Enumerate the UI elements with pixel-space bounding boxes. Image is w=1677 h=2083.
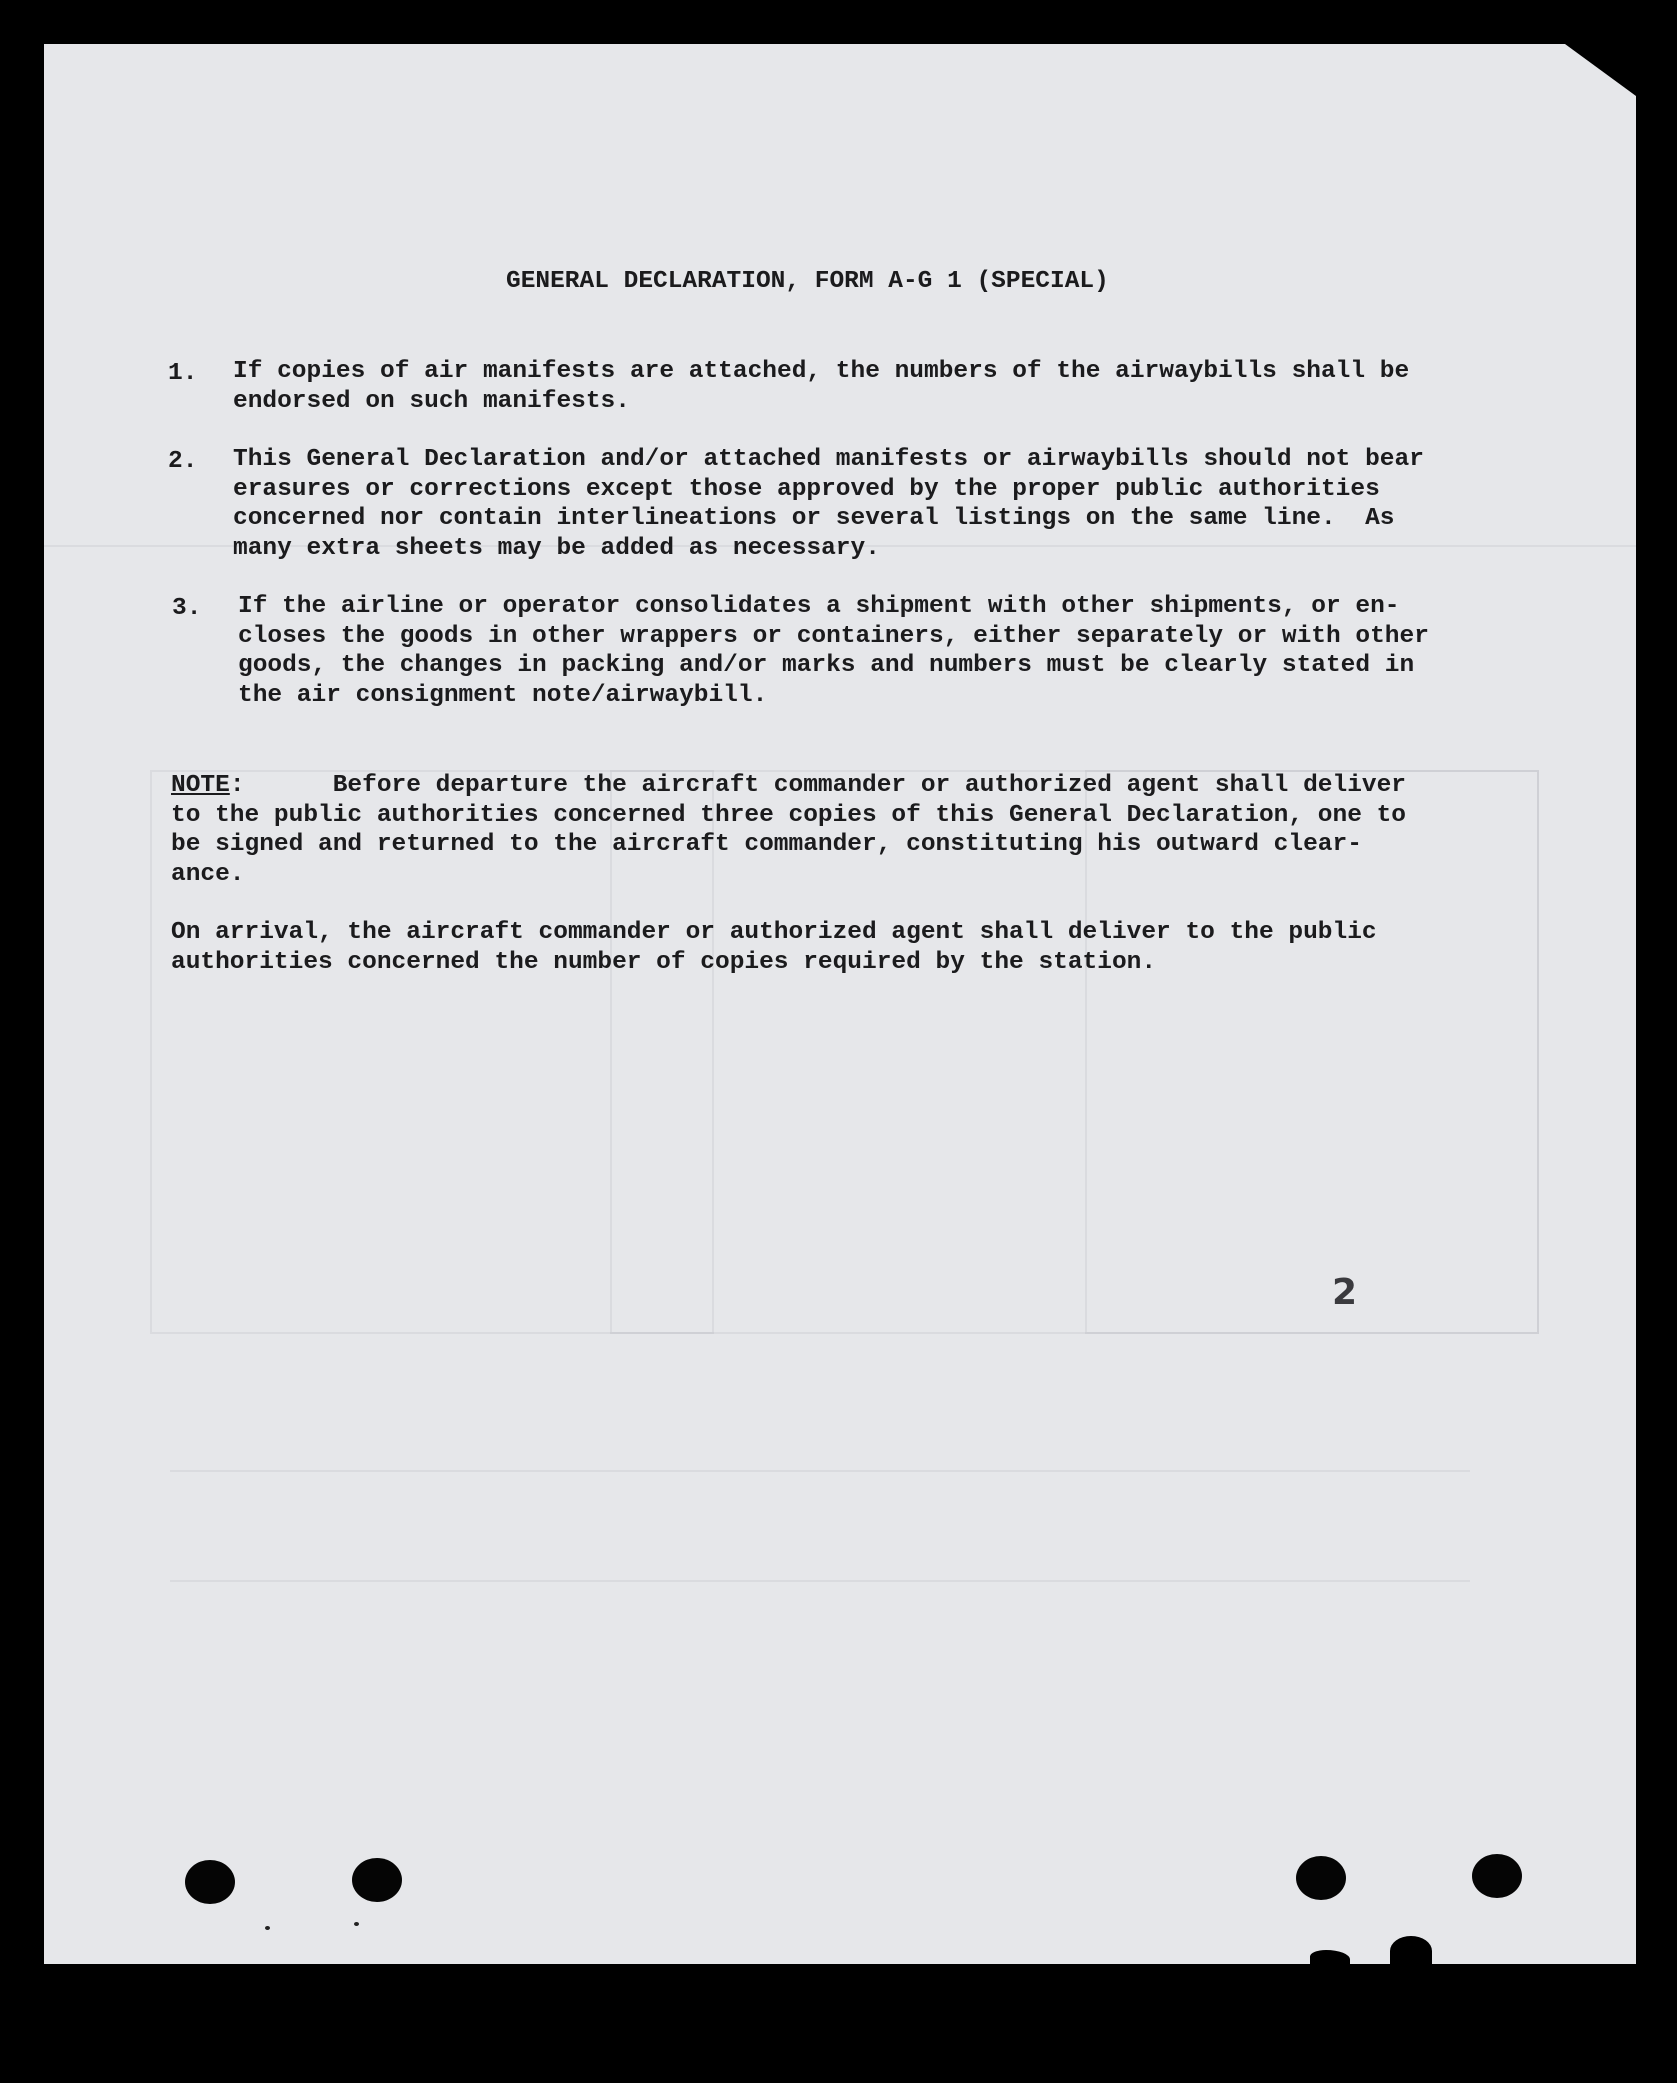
text-line: to the public authorities concerned three copies of this General Declaration, one to bbox=[171, 801, 1407, 829]
note-colon: : bbox=[229, 772, 245, 799]
text-line: be signed and returned to the aircraft commander, constituting his outward clear- bbox=[171, 831, 1362, 858]
arrival-paragraph bbox=[171, 918, 1377, 977]
item-number: 3. bbox=[172, 595, 202, 622]
page-number-mark: 2 bbox=[1332, 1272, 1358, 1313]
torn-edge bbox=[1390, 1936, 1432, 1966]
text-line: endorsed on such manifests. bbox=[233, 387, 630, 415]
text-line: concerned nor contain interlineations or several listings on the same line. As bbox=[233, 505, 1395, 532]
text-line bbox=[171, 771, 1406, 801]
text-line: On arrival, the aircraft commander or authorized agent shall deliver to the public bbox=[171, 919, 1377, 946]
item-number: 1. bbox=[168, 360, 198, 387]
text-line: ance. bbox=[171, 860, 245, 888]
item-number: 2. bbox=[168, 448, 198, 475]
text-line: erasures or corrections except those approved by the proper public authorities bbox=[233, 475, 1380, 503]
punch-hole bbox=[1472, 1854, 1522, 1898]
show-through-line bbox=[170, 1580, 1470, 1582]
speck bbox=[354, 1922, 359, 1926]
punch-hole bbox=[185, 1860, 235, 1904]
note-label: NOTE bbox=[171, 772, 230, 799]
torn-edge bbox=[1310, 1950, 1350, 1966]
show-through-line bbox=[170, 1470, 1470, 1472]
text-line: goods, the changes in packing and/or marks and numbers must be clearly stated in bbox=[238, 652, 1415, 679]
text-line: many extra sheets may be added as necessary. bbox=[233, 534, 880, 562]
note-paragraph bbox=[171, 771, 1406, 889]
text-line: If the airline or operator consolidates a shipment with other shipments, or en- bbox=[238, 593, 1400, 620]
text-line: closes the goods in other wrappers or containers, either separately or with other bbox=[238, 622, 1429, 650]
text-line: If copies of air manifests are attached, the numbers of the airwaybills shall be bbox=[233, 358, 1410, 385]
item-text bbox=[233, 357, 1409, 416]
note-text: Before departure the aircraft commander or authorized agent shall deliver bbox=[244, 772, 1407, 799]
text-line: authorities concerned the number of copies required by the station. bbox=[171, 948, 1157, 976]
punch-hole bbox=[1296, 1856, 1346, 1900]
punch-hole bbox=[352, 1858, 402, 1902]
item-text bbox=[238, 592, 1429, 710]
document-title: GENERAL DECLARATION, FORM A-G 1 (SPECIAL) bbox=[506, 268, 1109, 295]
item-text bbox=[233, 445, 1424, 563]
text-line: the air consignment note/airwaybill. bbox=[238, 681, 768, 709]
text-line: This General Declaration and/or attached manifests or airwaybills should not bear bbox=[233, 446, 1424, 473]
speck bbox=[265, 1926, 270, 1930]
